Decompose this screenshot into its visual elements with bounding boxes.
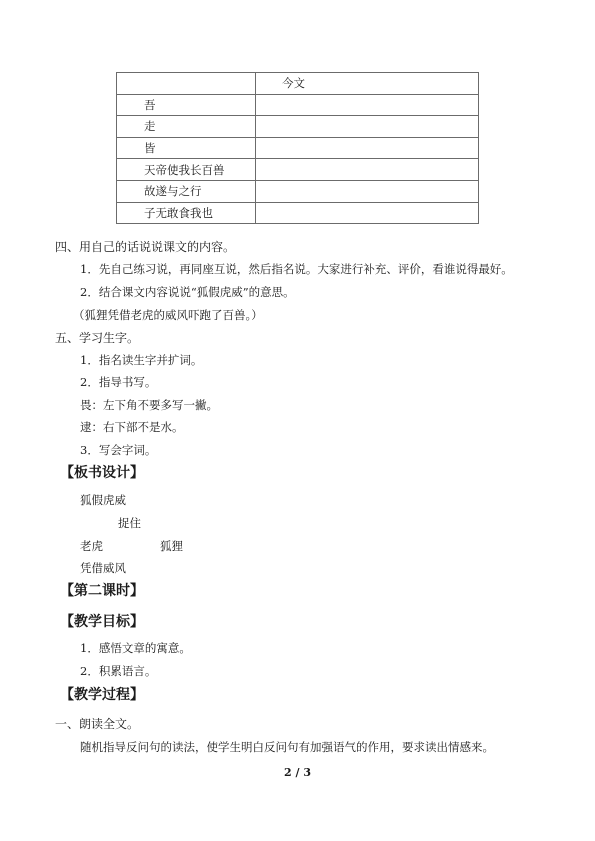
objective-item-2: 2．积累语言。 — [80, 664, 157, 678]
board-line-fox: 狐狸 — [160, 539, 183, 553]
section4-title: 四、用自己的话说说课文的内容。 — [55, 240, 236, 254]
table-cell — [256, 159, 479, 181]
table-cell — [256, 180, 479, 202]
table-row — [117, 180, 479, 202]
table-row — [117, 159, 479, 181]
section4-item-1: 1．先自己练习说，再同座互说，然后指名说。大家进行补充、评价，看谁说得最好。 — [80, 262, 513, 276]
board-line-catch: 捉住 — [118, 516, 141, 530]
section4-note: （狐狸凭借老虎的威风吓跑了百兽。） — [73, 308, 263, 322]
table-cell: 走 — [117, 116, 256, 138]
table-row — [117, 137, 479, 159]
section5-item-2: 2．指导书写。 — [80, 375, 157, 389]
table-cell — [117, 73, 256, 95]
section5-item-5: 3．写会字词。 — [80, 443, 157, 457]
board-line-tiger: 老虎 — [80, 539, 103, 553]
section5-title: 五、学习生字。 — [55, 331, 140, 345]
section4-item-2: 2．结合课文内容说说“狐假虎威”的意思。 — [80, 285, 295, 299]
section5-item-3: 畏：左下角不要多写一撇。 — [80, 398, 218, 412]
table-header-cell: 今文 — [256, 73, 479, 95]
section5-item-1: 1．指名读生字并扩词。 — [80, 353, 203, 367]
second-lesson-heading: 【第二课时】 — [60, 583, 144, 599]
table-cell — [256, 94, 479, 116]
section5-item-4: 逮：右下部不是水。 — [80, 420, 184, 434]
process-heading: 【教学过程】 — [60, 687, 144, 703]
board-line-title: 狐假虎威 — [80, 493, 126, 507]
board-line-borrow: 凭借威风 — [80, 561, 126, 575]
process-step-1: 一、朗读全文。 — [55, 717, 140, 731]
table-row — [117, 202, 479, 224]
table-row — [117, 73, 479, 95]
table-cell: 天帝使我长百兽 — [117, 159, 256, 181]
table-cell: 子无敢食我也 — [117, 202, 256, 224]
table-cell: 故遂与之行 — [117, 180, 256, 202]
page-number: 2 / 3 — [284, 766, 311, 779]
table-row — [117, 94, 479, 116]
table-cell: 吾 — [117, 94, 256, 116]
board-design-heading: 【板书设计】 — [60, 465, 144, 481]
table-cell — [256, 202, 479, 224]
table-cell — [256, 137, 479, 159]
table-cell — [256, 116, 479, 138]
vocab-table — [116, 72, 479, 224]
objectives-heading: 【教学目标】 — [60, 614, 144, 630]
table-row — [117, 116, 479, 138]
table-cell: 皆 — [117, 137, 256, 159]
process-step-1-text: 随机指导反问句的读法，使学生明白反问句有加强语气的作用，要求读出情感来。 — [80, 740, 494, 754]
objective-item-1: 1．感悟文章的寓意。 — [80, 641, 191, 655]
